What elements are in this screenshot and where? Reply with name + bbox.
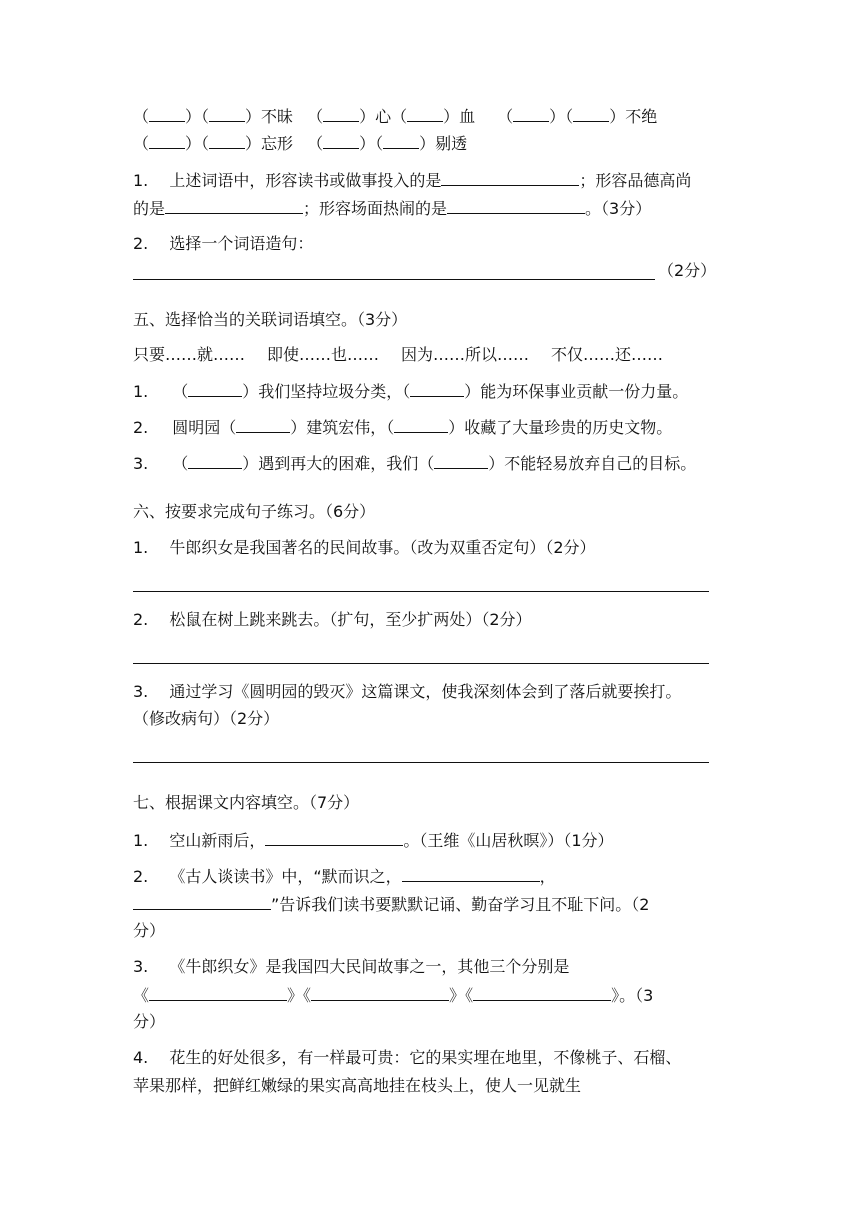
sec5-question-2 — [133, 416, 672, 439]
question-text: ”告诉我们读书要默默记诵、勤奋学习且不耻下问。（2 — [271, 895, 650, 914]
section-6-heading: 六、按要求完成句子练习。（6分） — [133, 502, 376, 521]
answer-blank[interactable] — [402, 865, 540, 882]
sec7-question-2-line-3: 分） — [133, 921, 166, 940]
blank[interactable] — [323, 105, 359, 122]
sec7-question-2-line-2 — [133, 893, 649, 916]
sec7-question-3-line-2 — [133, 984, 653, 1007]
question-text: 圆明园（ — [172, 418, 237, 437]
blank[interactable] — [513, 105, 549, 122]
question-text: ）建筑宏伟，（ — [290, 418, 395, 437]
question-number: 2. — [133, 418, 149, 437]
option: 不仅……还…… — [551, 345, 664, 364]
idiom-text: 血 — [459, 107, 476, 126]
sec6-question-3-line-1: 3. 通过学习《圆明园的毁灭》这篇课文，使我深刻体会到了落后就要挨打。 — [133, 682, 682, 701]
sec7-question-2-line-1 — [133, 865, 556, 888]
question-text: 2. 《古人谈读书》中，“默而识之， — [133, 867, 402, 886]
section-7-heading: 七、根据课文内容填空。（7分） — [133, 793, 360, 812]
bracket: 《 — [465, 986, 474, 1005]
idiom-question-2: 2. 选择一个词语造句： — [133, 234, 314, 253]
blank[interactable] — [236, 416, 290, 433]
answer-line[interactable] — [133, 279, 655, 280]
question-text: 。（3 — [619, 986, 654, 1005]
idiom-text: 不昧 — [261, 107, 294, 126]
blank[interactable] — [434, 452, 488, 469]
idiom-text: 忘形 — [261, 134, 294, 153]
blank[interactable] — [573, 105, 609, 122]
answer-blank[interactable] — [265, 829, 403, 846]
blank[interactable] — [407, 105, 443, 122]
idiom-text: 剔透 — [435, 134, 468, 153]
section-5-heading: 五、选择恰当的关联词语填空。（3分） — [133, 310, 408, 329]
sec7-question-1 — [133, 829, 614, 852]
option: 只要……就…… — [133, 345, 246, 364]
answer-blank[interactable] — [473, 984, 611, 1001]
bracket: 》 — [611, 986, 620, 1005]
question-text: 1. 上述词语中，形容读书或做事投入的是 — [133, 171, 442, 190]
question-text: 。（3分） — [585, 199, 652, 218]
question-text: ；形容场面热闹的是 — [303, 199, 448, 218]
idiom-text: 不绝 — [625, 107, 658, 126]
blank[interactable] — [410, 380, 464, 397]
question-text: 。（王维《山居秋暝》）（1分） — [403, 831, 614, 850]
blank[interactable] — [209, 132, 245, 149]
answer-blank[interactable] — [311, 984, 449, 1001]
question-text: ；形容品德高尚 — [579, 171, 692, 190]
idiom-question-1-line-1 — [133, 169, 691, 192]
sec7-question-4-line-1: 4. 花生的好处很多，有一样最可贵：它的果实埋在地里，不像桃子、石榴、 — [133, 1048, 682, 1067]
answer-line[interactable] — [133, 762, 709, 763]
bracket: 》 — [287, 986, 304, 1005]
bracket: 《 — [303, 986, 312, 1005]
answer-line[interactable] — [133, 591, 709, 592]
answer-blank[interactable] — [133, 893, 271, 910]
sec5-question-1: 1. （ ）我们坚持垃圾分类，（ ）能为环保事业贡献一份力量。 — [133, 382, 689, 401]
question-text: ）不能轻易放弃自己的目标。 — [488, 454, 697, 473]
sec5-question-3: 3. （ ）遇到再大的困难，我们（ ）不能轻易放弃自己的目标。 — [133, 454, 697, 473]
question-text: ）遇到再大的困难，我们（ — [242, 454, 435, 473]
answer-blank[interactable] — [149, 984, 287, 1001]
sec7-question-4-line-2: 苹果那样，把鲜红嫩绿的果实高高地挂在枝头上，使人一见就生 — [133, 1076, 582, 1095]
blank[interactable] — [149, 132, 185, 149]
sec7-question-3-line-3: 分） — [133, 1012, 166, 1031]
question-text: ）能为环保事业贡献一份力量。 — [464, 382, 689, 401]
question-text: 的是 — [133, 199, 166, 218]
blank[interactable] — [394, 416, 448, 433]
blank[interactable] — [383, 132, 419, 149]
idiom-row-2: （ ）（ ）忘形 （ ）（ ）剔透 — [133, 134, 468, 153]
question-number: 3. — [133, 454, 149, 473]
idiom-question-1-line-2 — [133, 197, 651, 220]
conjunction-options — [133, 344, 663, 366]
blank[interactable] — [188, 380, 242, 397]
sec6-question-1: 1. 牛郎织女是我国著名的民间故事。（改为双重否定句）（2分） — [133, 538, 596, 557]
bracket: 》 — [449, 986, 466, 1005]
sec7-question-3-line-1: 3. 《牛郎织女》是我国四大民间故事之一，其他三个分别是 — [133, 957, 570, 976]
question-number: 1. — [133, 382, 149, 401]
answer-blank[interactable] — [447, 197, 585, 214]
sec6-question-2: 2. 松鼠在树上跳来跳去。（扩句，至少扩两处）（2分） — [133, 610, 532, 629]
question-text: ）收藏了大量珍贵的历史文物。 — [448, 418, 673, 437]
answer-line[interactable] — [133, 663, 709, 664]
answer-blank[interactable] — [165, 197, 303, 214]
option: 即使……也…… — [267, 345, 380, 364]
sec6-question-3-line-2: （修改病句）（2分） — [133, 709, 280, 728]
blank[interactable] — [323, 132, 359, 149]
idiom-text: 心 — [375, 107, 392, 126]
question-text: 1. 空山新雨后， — [133, 831, 266, 850]
answer-blank[interactable] — [441, 169, 579, 186]
blank[interactable] — [149, 105, 185, 122]
idiom-row-1: （ ）（ ）不昧 （ ）心（ ）血 （ ）（ ）不绝 — [133, 107, 658, 126]
blank[interactable] — [209, 105, 245, 122]
score-label: （2分） — [658, 261, 717, 280]
question-text: ， — [539, 867, 556, 886]
option: 因为……所以…… — [401, 345, 530, 364]
bracket: 《 — [133, 986, 150, 1005]
question-text: ）我们坚持垃圾分类，（ — [242, 382, 411, 401]
blank[interactable] — [188, 452, 242, 469]
